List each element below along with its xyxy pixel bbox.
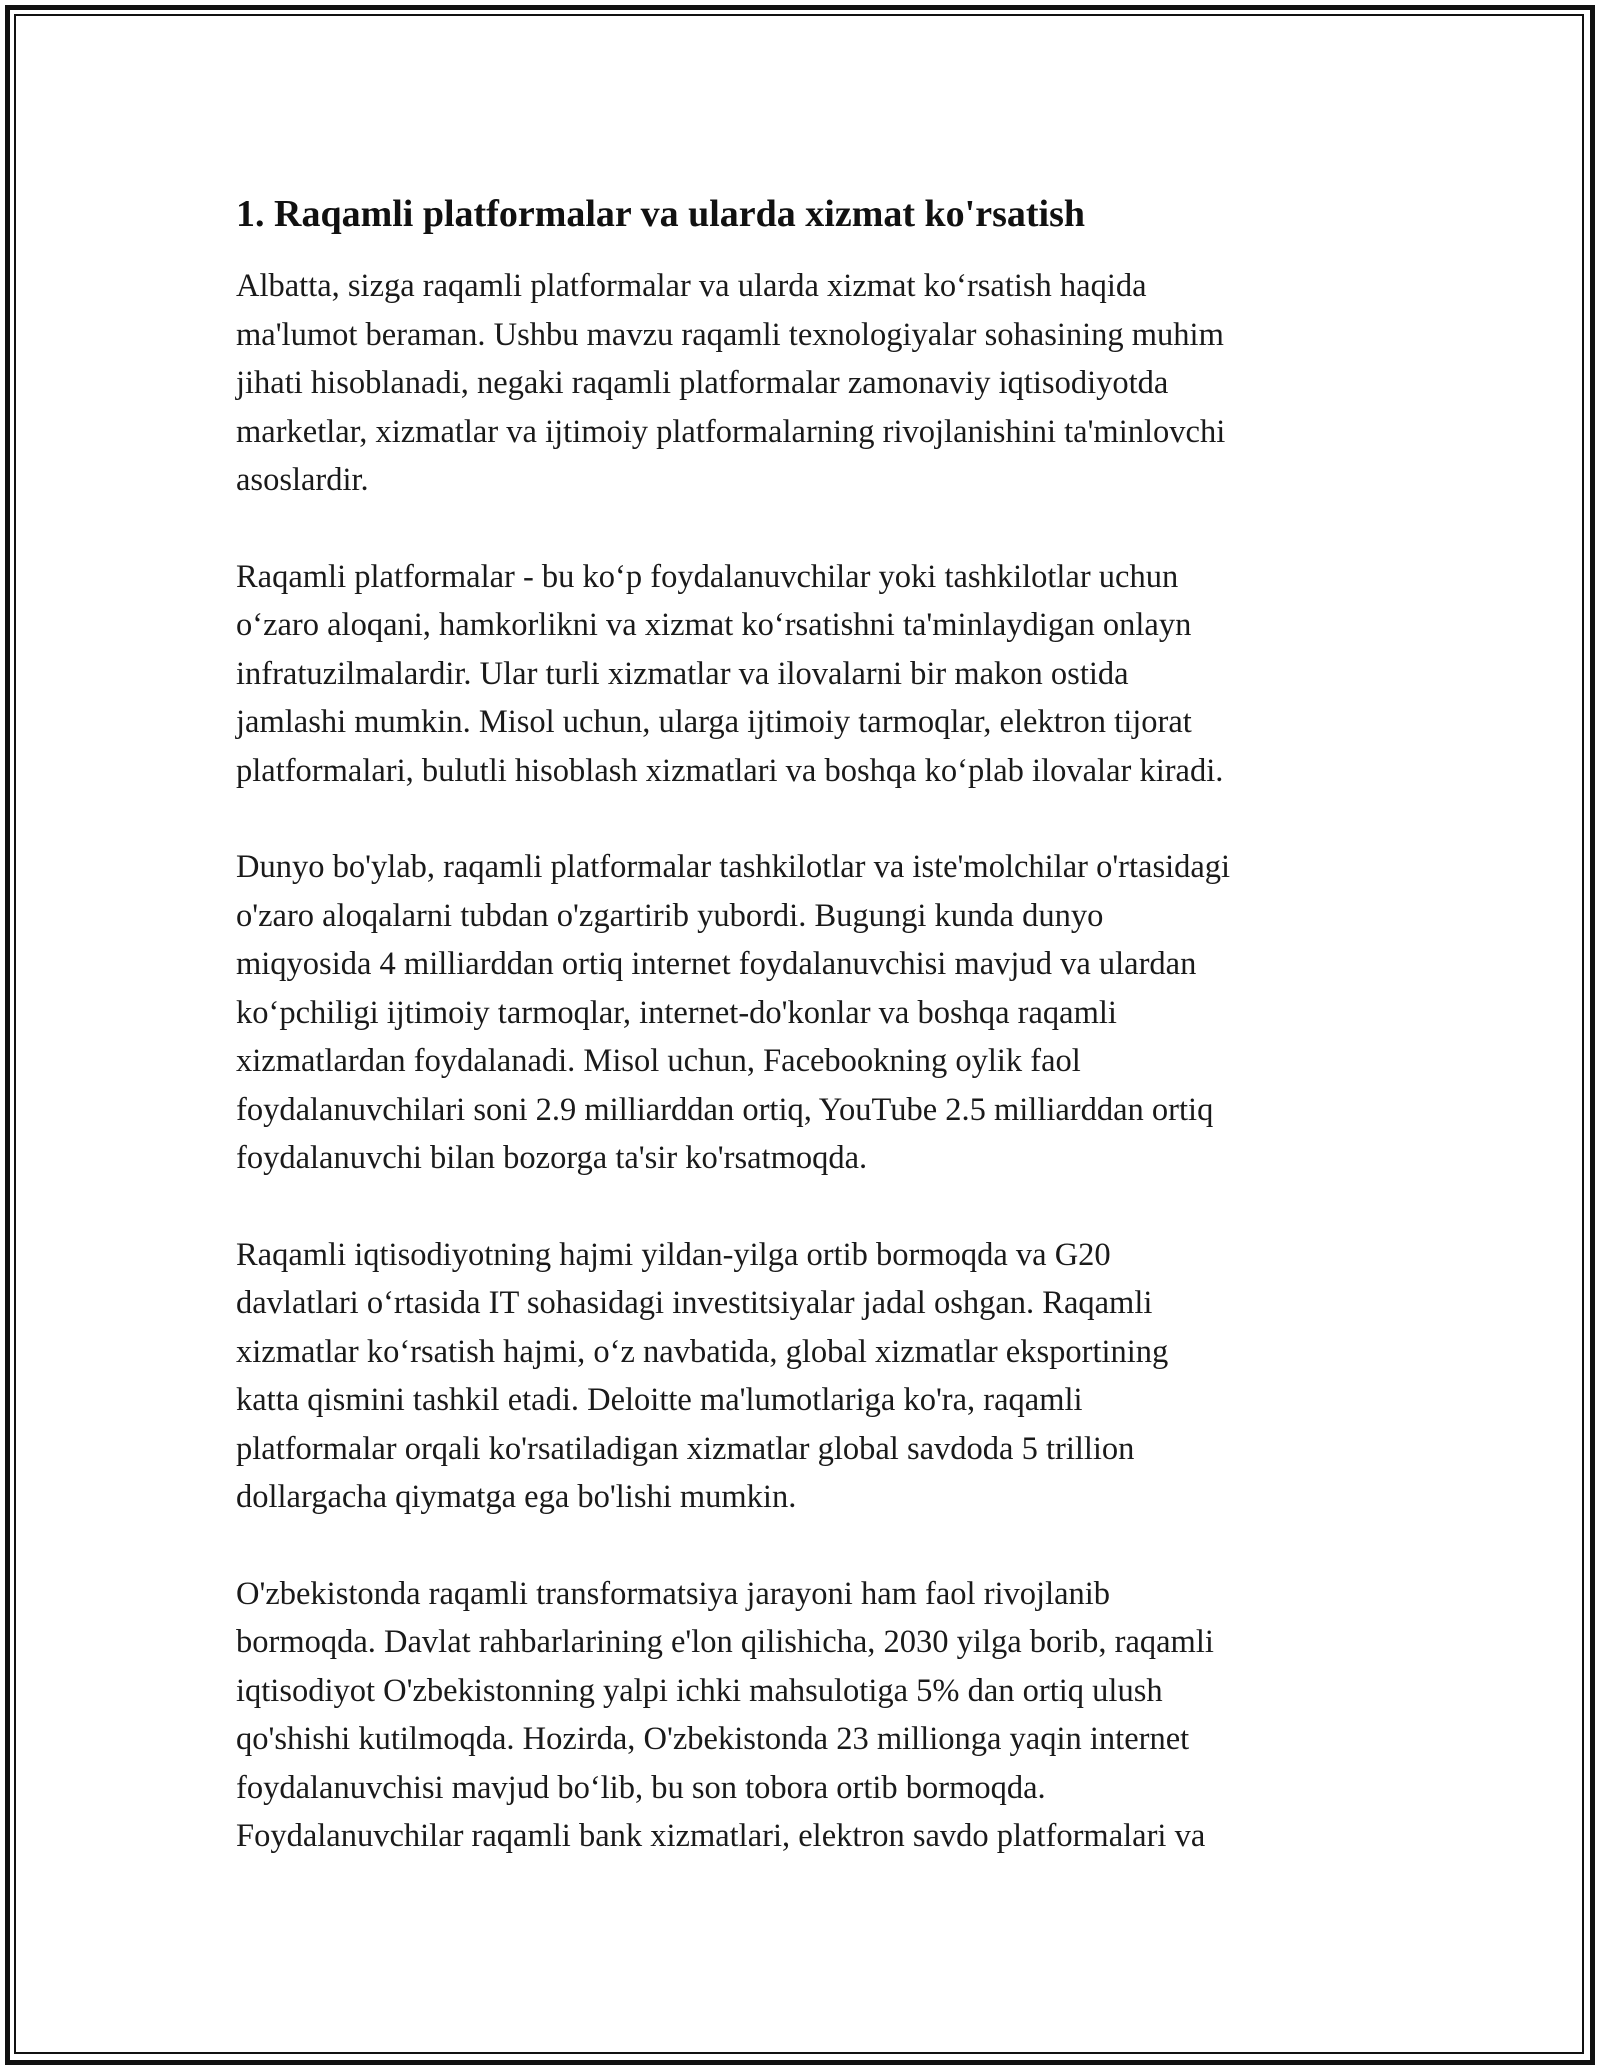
section-heading: 1. Raqamli platformalar va ularda xizmat ko'rsatish: [236, 193, 1086, 235]
paragraph-1: Albatta, sizga raqamli platformalar va ularda xizmat ko‘rsatish haqida ma'lumot beraman. Ushbu mavzu raqamli texnologiyalar sohasining muhim jihati hisoblanadi, negaki raqamli platformalar zamonaviy iqtisodiyotda marketlar, xizmatlar va ijtimoiy platformalarning rivojlanishini ta'minlovchi asoslardir.: [236, 268, 1226, 498]
document-body: [236, 188, 1366, 1861]
paragraph-list: [236, 262, 1366, 1861]
paragraph-2: Raqamli platformalar - bu ko‘p foydalanuvchilar yoki tashkilotlar uchun o‘zaro aloqani, hamkorlikni va xizmat ko‘rsatishni ta'minlaydigan onlayn infratuzilmalardir. Ular turli xizmatlar va ilovalarni bir makon ostida jamlashi mumkin. Misol uchun, ularga ijtimoiy tarmoqlar, elektron tijorat platformalari, bulutli hisoblash xizmatlari va boshqa ko‘plab ilovalar kiradi.: [236, 558, 1224, 789]
paragraph-5: O'zbekistonda raqamli transformatsiya jarayoni ham faol rivojlanib bormoqda. Davlat rahbarlarining e'lon qilishicha, 2030 yilga borib, raqamli iqtisodiyot O'zbekistonning yalpi ichki mahsulotiga 5% dan ortiq ulush qo'shishi kutilmoqda. Hozirda, O'zbekistonda 23 millionga yaqin internet foydalanuvchisi mavjud bo‘lib, bu son tobora ortib bormoqda. Foydalanuvchilar raqamli bank xizmatlari, elektron savdo platformalari va: [236, 1575, 1214, 1854]
paragraph-3: Dunyo bo'ylab, raqamli platformalar tashkilotlar va iste'molchilar o'rtasidagi o'zaro aloqalarni tubdan o'zgartirib yubordi. Bugungi kunda dunyo miqyosida 4 milliarddan ortiq internet foydalanuvchisi mavjud va ulardan ko‘pchiligi ijtimoiy tarmoqlar, internet-do'konlar va boshqa raqamli xizmatlardan foydalanadi. Misol uchun, Facebookning oylik faol foydalanuvchilari soni 2.9 milliarddan ortiq, YouTube 2.5 milliarddan ortiq foydalanuvchi bilan bozorga ta'sir ko'rsatmoqda.: [236, 849, 1231, 1176]
paragraph-4: Raqamli iqtisodiyotning hajmi yildan-yilga ortib bormoqda va G20 davlatlari o‘rtasida IT sohasidagi investitsiyalar jadal oshgan. Raqamli xizmatlar ko‘rsatish hajmi, o‘z navbatida, global xizmatlar eksportining katta qismini tashkil etadi. Deloitte ma'lumotlariga ko'ra, raqamli platformalar orqali ko'rsatiladigan xizmatlar global savdoda 5 trillion dollargacha qiymatga ega bo'lishi mumkin.: [236, 1236, 1169, 1515]
